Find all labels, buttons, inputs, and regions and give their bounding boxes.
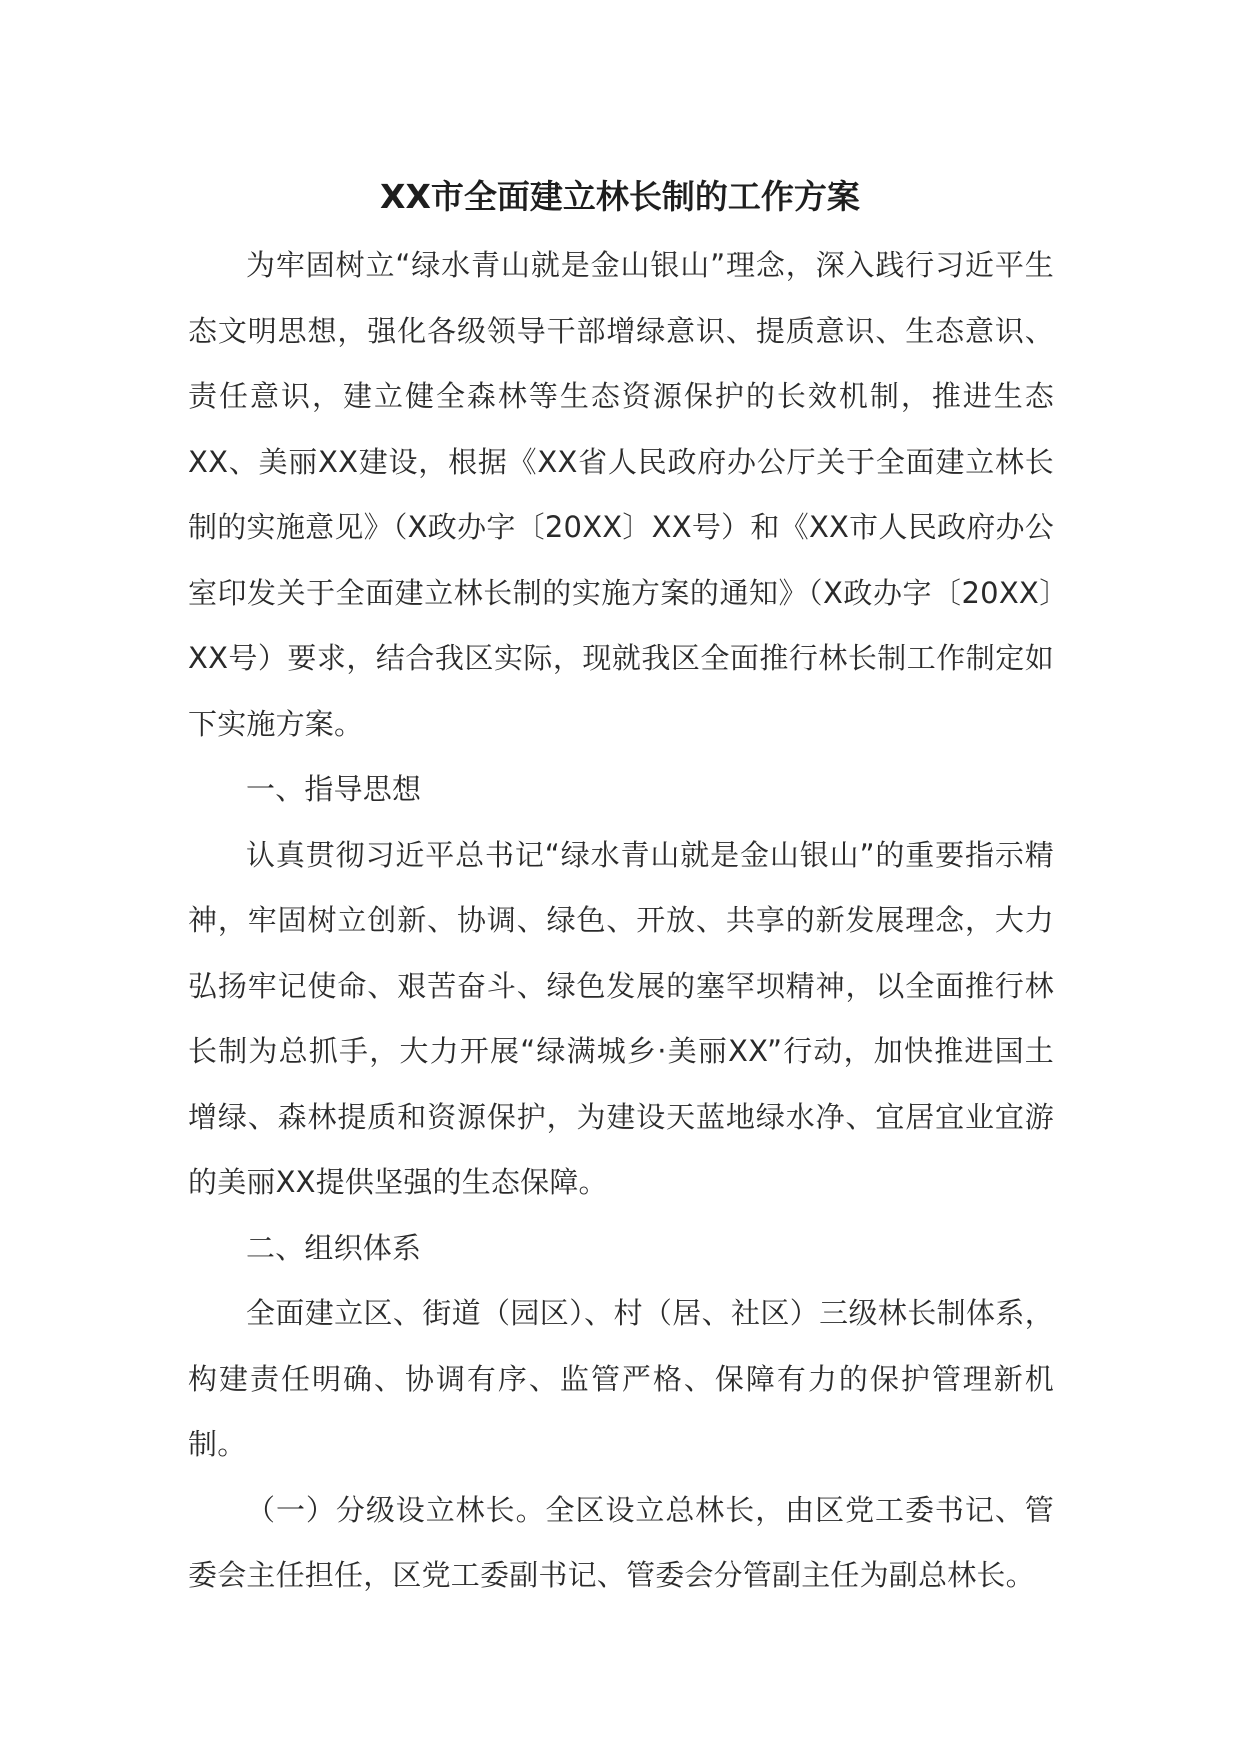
document-body bbox=[188, 233, 1054, 1609]
heading-organization-system: 二、组织体系 bbox=[246, 1230, 422, 1265]
heading-guiding-thought: 一、指导思想 bbox=[246, 772, 422, 806]
paragraph-organization-system: 全面建立区、街道（园区）、村（居、社区）三级林长制体系，构建责任明确、协调有序、监管严格、保障有力的保护管理新机制。 bbox=[188, 1296, 1054, 1461]
document-title: XX市全面建立林长制的工作方案 bbox=[380, 177, 860, 216]
paragraph-intro: 为牢固树立“绿水青山就是金山银山”理念，深入践行习近平生态文明思想，强化各级领导干部增绿意识、提质意识、生态意识、责任意识，建立健全森林等生态资源保护的长效机制，推进生态XX、美丽XX建设，根据《XX省人民政府办公厅关于全面建立林长制的实施意见》（X政办字〔20XX〕XX号）和《XX市人民政府办公室印发关于全面建立林长制的实施方案的通知》（X政办字〔20XX〕XX号）要求，结合我区实际，现就我区全面推行林长制工作制定如下实施方案。 bbox=[188, 248, 1054, 741]
paragraph-forest-chief-levels: （一）分级设立林长。全区设立总林长，由区党工委书记、管委会主任担任，区党工委副书记、管委会分管副主任为副总林长。 bbox=[188, 1492, 1054, 1592]
paragraph-guiding-thought: 认真贯彻习近平总书记“绿水青山就是金山银山”的重要指示精神，牢固树立创新、协调、绿色、开放、共享的新发展理念，大力弘扬牢记使命、艰苦奋斗、绿色发展的塞罕坝精神，以全面推行林长制为总抓手，大力开展“绿满城乡·美丽XX”行动，加快推进国土增绿、森林提质和资源保护，为建设天蓝地绿水净、宜居宜业宜游的美丽XX提供坚强的生态保障。 bbox=[188, 837, 1054, 1199]
